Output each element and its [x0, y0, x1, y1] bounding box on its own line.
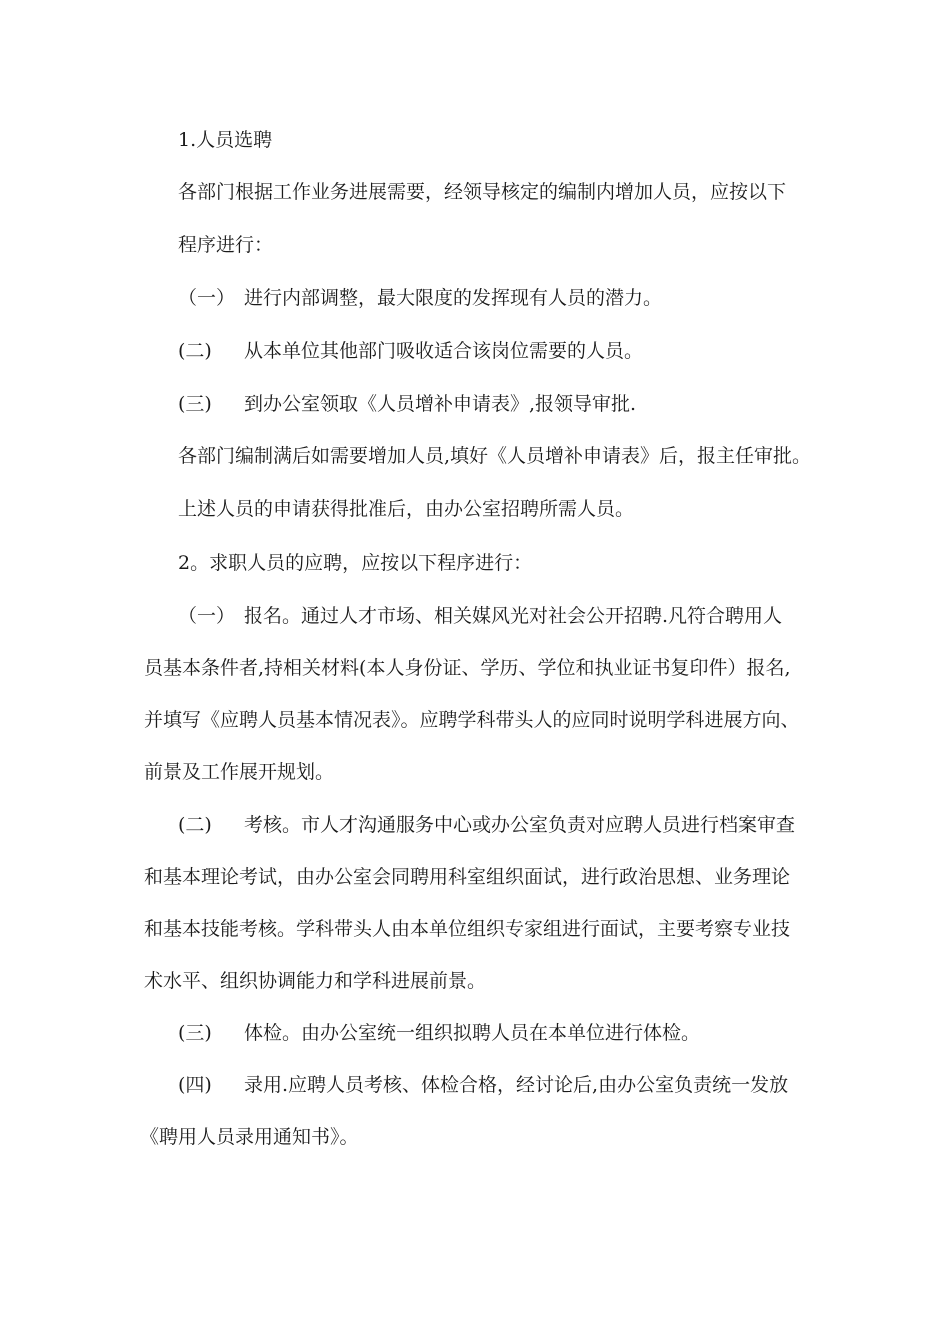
section-2-item-4-line-2: 《聘用人员录用通知书》。: [140, 1126, 359, 1148]
item-label: (三): [178, 393, 212, 415]
section-2-item-4-line-1: [178, 1073, 788, 1097]
item-label: （一）: [178, 605, 236, 627]
section-1-item-1: [178, 286, 662, 310]
item-label: （一）: [178, 287, 236, 309]
section-1-heading: 1.人员选聘: [178, 129, 273, 151]
section-1-paragraph-full-staff: 各部门编制满后如需要增加人员,填好《人员增补申请表》后，报主任审批。: [178, 445, 812, 467]
item-text: 进行内部调整，最大限度的发挥现有人员的潜力。: [244, 287, 663, 309]
section-2-item-1-line-4: 前景及工作展开规划。: [144, 761, 335, 783]
section-1-item-3: [178, 392, 636, 416]
section-1-item-2: [178, 339, 643, 363]
item-text: 录用.应聘人员考核、体检合格，经讨论后,由办公室负责统一发放: [244, 1074, 789, 1096]
item-text: 考核。市人才沟通服务中心或办公室负责对应聘人员进行档案审查: [244, 814, 796, 836]
section-2-item-2-line-3: 和基本技能考核。学科带头人由本单位组织专家组进行面试，主要考察专业技: [144, 918, 791, 940]
section-1-intro-line-1: 各部门根据工作业务进展需要，经领导核定的编制内增加人员，应按以下: [178, 181, 787, 203]
section-2-item-1-line-3: 并填写《应聘人员基本情况表》。应聘学科带头人的应同时说明学科进展方向、: [144, 709, 800, 731]
item-text: 报名。通过人才市场、相关媒风光对社会公开招聘.凡符合聘用人: [244, 605, 783, 627]
item-text: 到办公室领取《人员增补申请表》,报领导审批.: [244, 393, 637, 415]
item-text: 体检。由办公室统一组织拟聘人员在本单位进行体检。: [244, 1022, 701, 1044]
item-text: 从本单位其他部门吸收适合该岗位需要的人员。: [244, 340, 644, 362]
section-2-item-1-line-2: 员基本条件者,持相关材料(本人身份证、学历、学位和执业证书复印件）报名,: [144, 657, 791, 679]
item-label: (三): [178, 1022, 212, 1044]
section-2-item-3: [178, 1021, 700, 1045]
section-2-item-2-line-4: 术水平、组织协调能力和学科进展前景。: [144, 970, 487, 992]
section-2-item-2-line-2: 和基本理论考试，由办公室会同聘用科室组织面试，进行政治思想、业务理论: [144, 866, 791, 888]
item-label: (二): [178, 340, 212, 362]
section-2-heading: 2。求职人员的应聘，应按以下程序进行：: [178, 552, 533, 574]
section-1-intro-line-2: 程序进行：: [178, 234, 274, 256]
item-label: (四): [178, 1074, 212, 1096]
section-1-paragraph-approved: 上述人员的申请获得批准后，由办公室招聘所需人员。: [178, 498, 635, 520]
section-2-item-2-line-1: [178, 813, 795, 837]
section-2-item-1-line-1: [178, 604, 782, 628]
item-label: (二): [178, 814, 212, 836]
